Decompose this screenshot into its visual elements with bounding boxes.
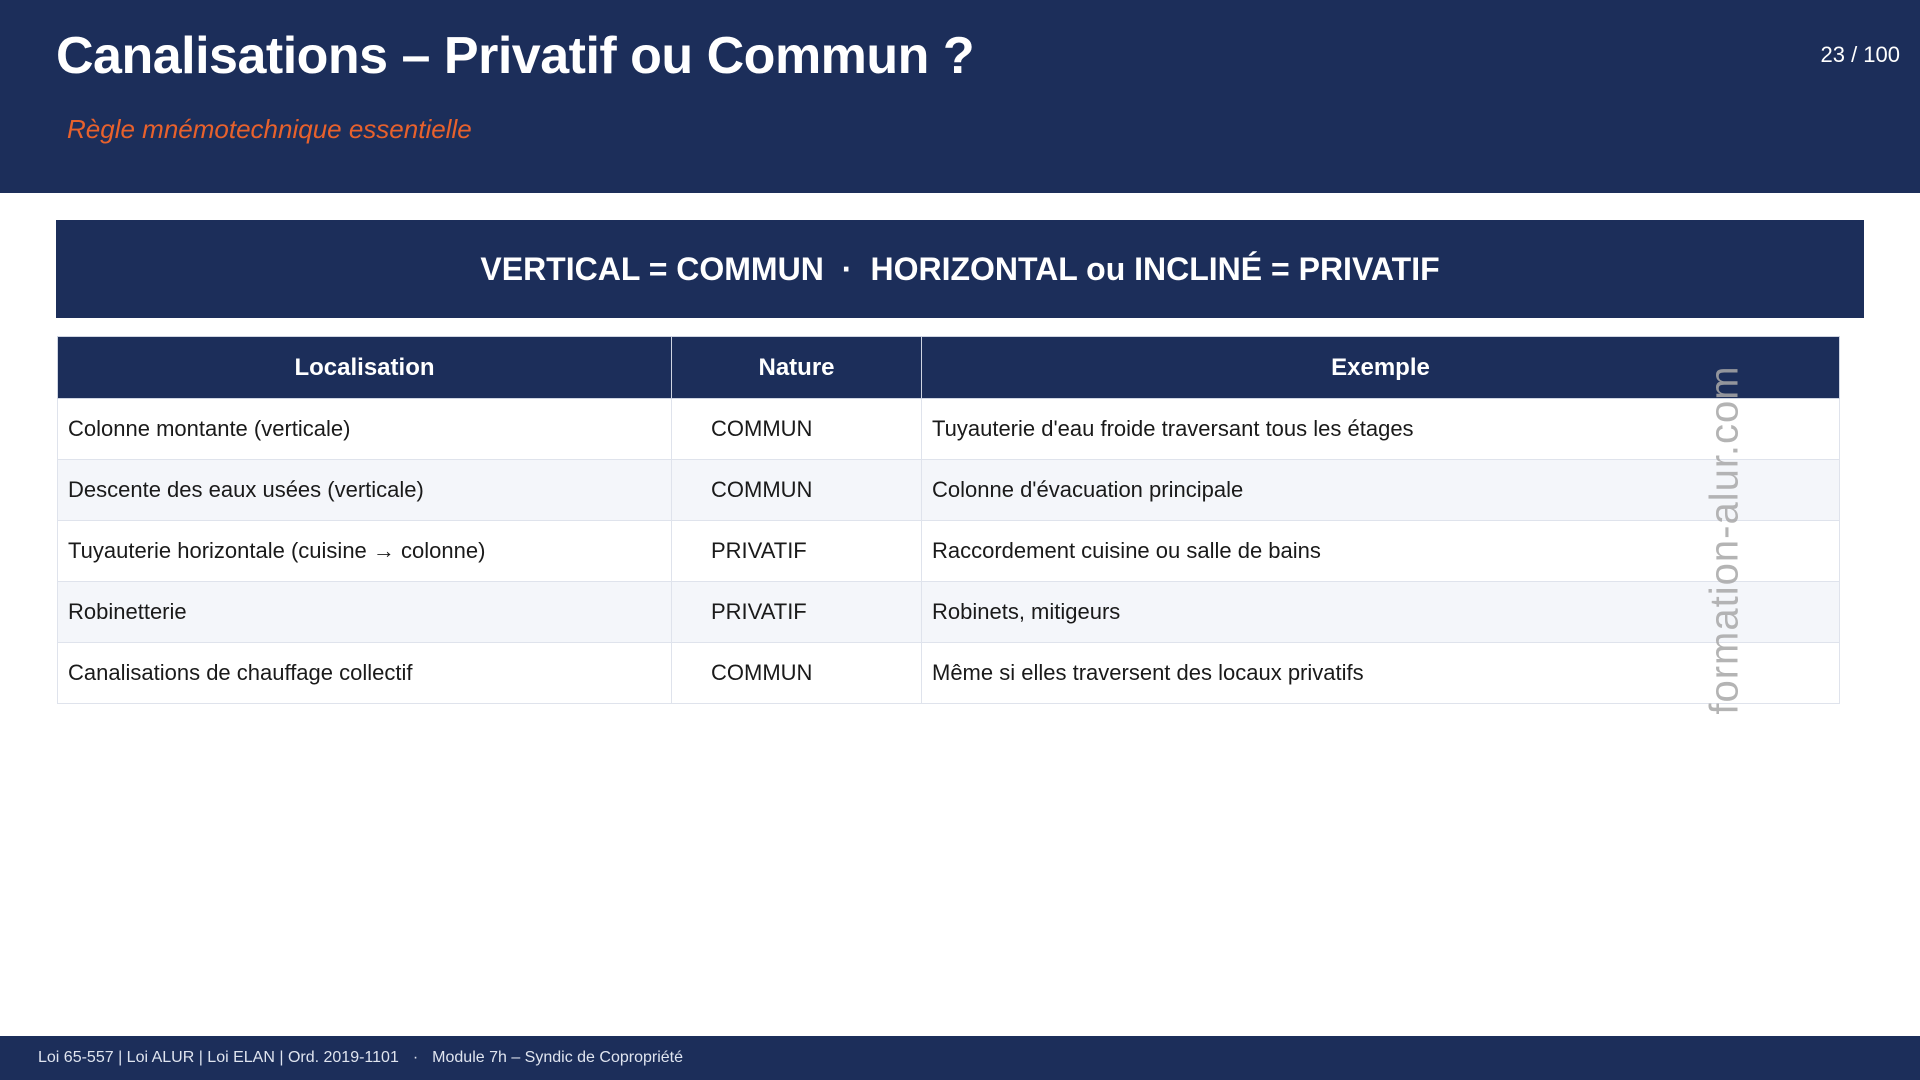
table-row [58,582,1840,643]
canalisations-table [57,336,1840,704]
cell-exemple: Tuyauterie d'eau froide traversant tous les étages [922,399,1840,460]
cell-localisation: Robinetterie [58,582,672,643]
table-header-row [58,337,1840,399]
page-number: 23 / 100 [1820,42,1900,67]
table-row [58,399,1840,460]
footer-module: Module 7h – Syndic de Copropriété [432,1049,683,1066]
table-row [58,460,1840,521]
column-header-exemple: Exemple [922,337,1840,399]
cell-localisation: Colonne montante (verticale) [58,399,672,460]
rule-banner [56,220,1864,318]
cell-exemple: Colonne d'évacuation principale [922,460,1840,521]
footer-laws: Loi 65-557 | Loi ALUR | Loi ELAN | Ord. 2019-1101 [38,1049,399,1066]
cell-localisation: Descente des eaux usées (verticale) [58,460,672,521]
page-subtitle: Règle mnémotechnique essentielle [67,114,472,144]
footer-bar [0,1036,1920,1080]
cell-exemple: Même si elles traversent des locaux privatifs [922,643,1840,704]
page-title: Canalisations – Privatif ou Commun ? [56,27,975,85]
banner-rule-vertical: VERTICAL = COMMUN [480,250,824,287]
cell-nature: COMMUN [672,460,922,521]
footer-separator: · [412,1049,419,1066]
watermark-text: formation-alur.com [1702,365,1747,715]
banner-rule-horizontal: HORIZONTAL ou INCLINÉ = PRIVATIF [870,250,1440,287]
banner-separator: · [841,250,853,287]
cell-exemple: Robinets, mitigeurs [922,582,1840,643]
table-row [58,643,1840,704]
column-header-localisation: Localisation [58,337,672,399]
cell-nature: COMMUN [672,399,922,460]
table-row [58,521,1840,582]
cell-nature: PRIVATIF [672,521,922,582]
cell-localisation: Canalisations de chauffage collectif [58,643,672,704]
cell-nature: PRIVATIF [672,582,922,643]
cell-localisation: Tuyauterie horizontale (cuisine → colonne) [58,521,672,582]
cell-exemple: Raccordement cuisine ou salle de bains [922,521,1840,582]
column-header-nature: Nature [672,337,922,399]
cell-nature: COMMUN [672,643,922,704]
header-bar [0,0,1920,193]
